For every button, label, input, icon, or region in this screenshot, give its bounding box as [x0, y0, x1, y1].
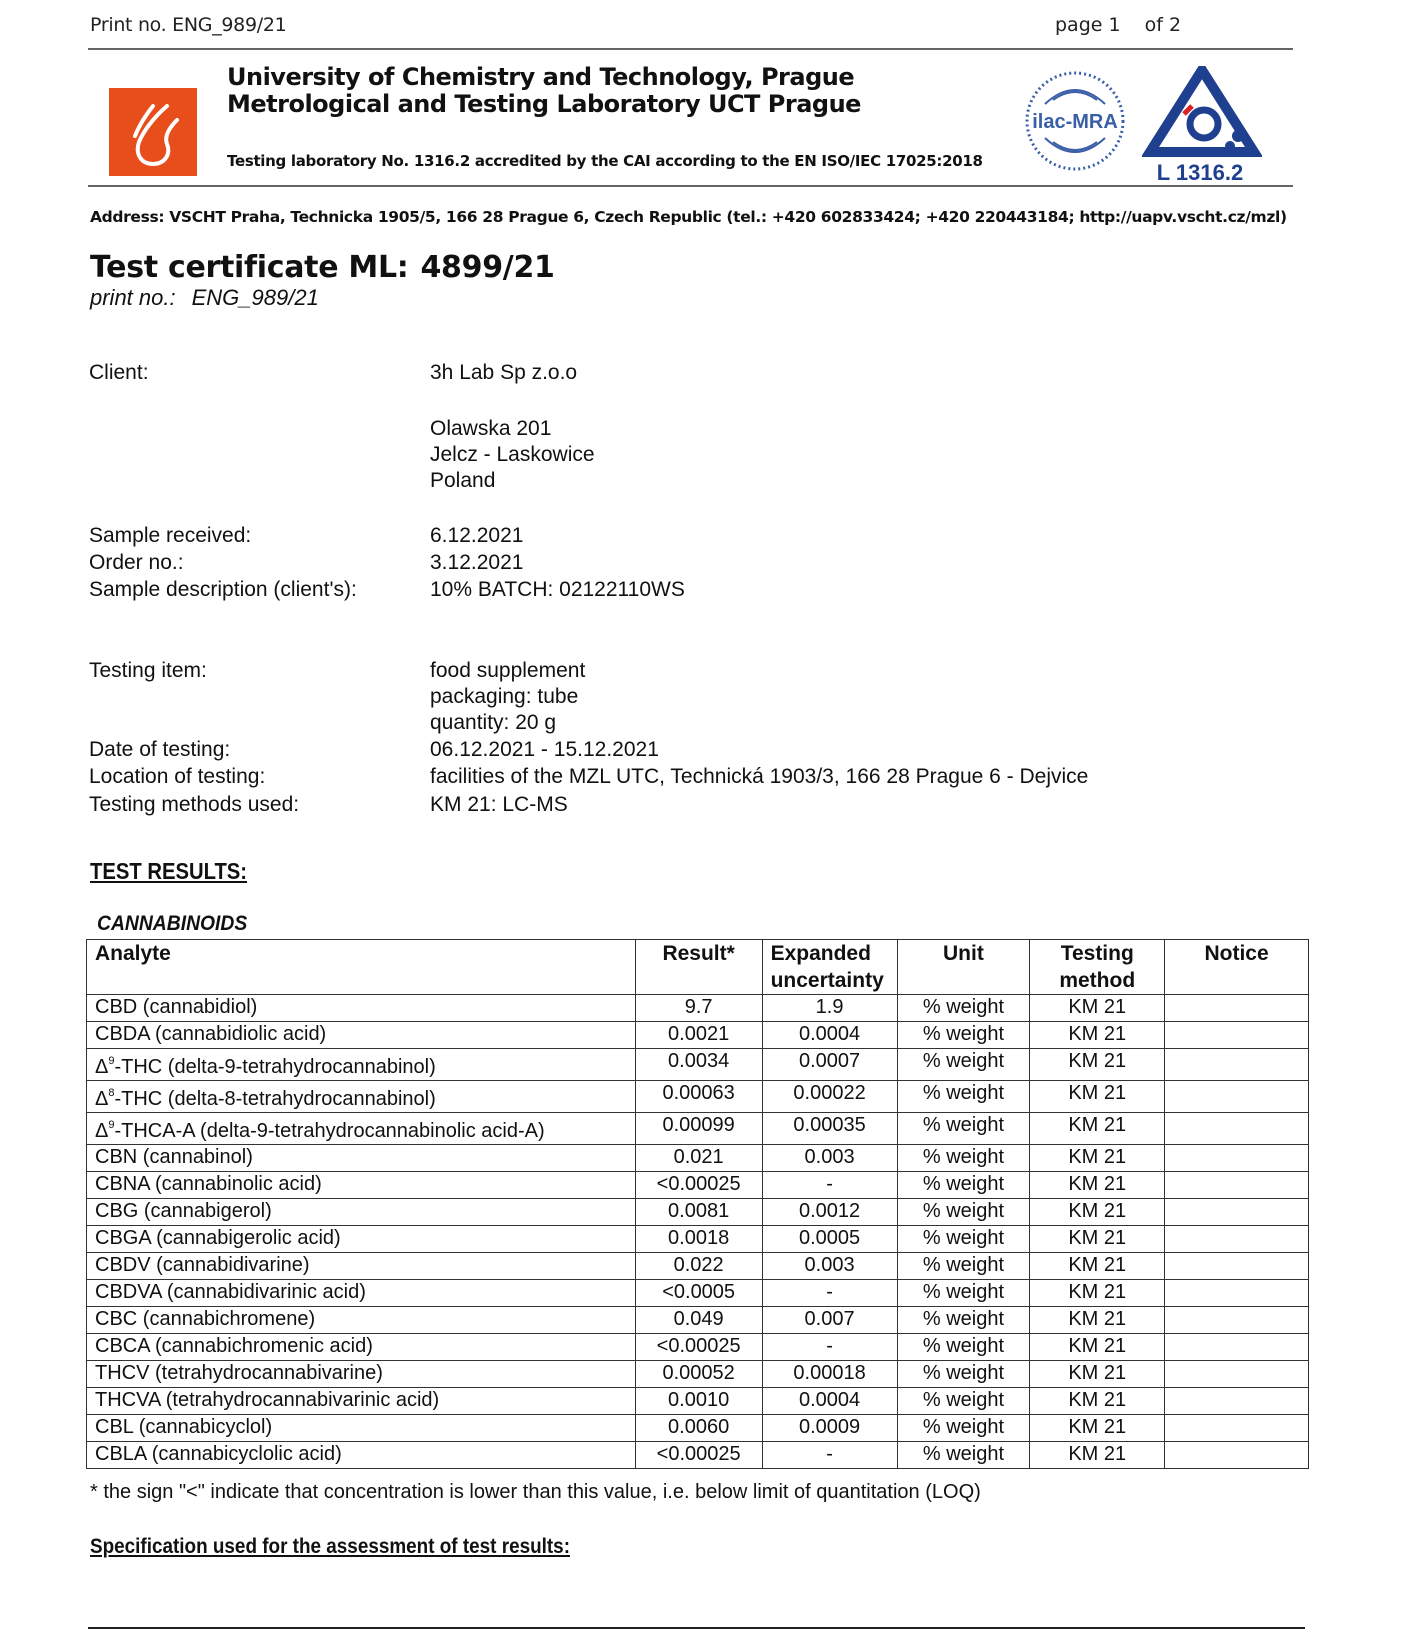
- sample-description-label: Sample description (client's):: [89, 578, 357, 601]
- testing-item-line-1: food supplement: [430, 659, 586, 682]
- result-cell: <0.0005: [635, 1280, 762, 1307]
- date-of-testing-label: Date of testing:: [89, 738, 231, 761]
- unit-cell: % weight: [897, 1199, 1030, 1226]
- location-label: Location of testing:: [89, 765, 266, 788]
- order-no-label: Order no.:: [89, 551, 184, 574]
- university-name: University of Chemistry and Technology, Prague: [227, 63, 855, 91]
- notice-cell: [1165, 1388, 1309, 1415]
- analyte-cell: CBC (cannabichromene): [87, 1307, 636, 1334]
- result-cell: 0.049: [635, 1307, 762, 1334]
- ilac-mra-logo-icon: [1023, 66, 1128, 176]
- analyte-cell: CBDA (cannabidiolic acid): [87, 1022, 636, 1049]
- result-cell: 0.00052: [635, 1361, 762, 1388]
- page-total: of 2: [1144, 14, 1182, 36]
- unit-cell: % weight: [897, 1415, 1030, 1442]
- uncertainty-cell: -: [762, 1172, 897, 1199]
- uct-logo-icon: [109, 88, 197, 176]
- column-header-analyte: Analyte: [87, 940, 636, 995]
- analyte-cell: CBL (cannabicyclol): [87, 1415, 636, 1442]
- uncertainty-cell: 0.0005: [762, 1226, 897, 1253]
- analyte-cell: CBCA (cannabichromenic acid): [87, 1334, 636, 1361]
- method-cell: KM 21: [1030, 1280, 1165, 1307]
- table-row: [87, 1253, 1309, 1280]
- cai-accreditation-logo-icon: [1142, 66, 1262, 186]
- client-name: 3h Lab Sp z.o.o: [430, 361, 578, 384]
- uncertainty-cell: 0.0004: [762, 1022, 897, 1049]
- notice-cell: [1165, 1145, 1309, 1172]
- notice-cell: [1165, 1280, 1309, 1307]
- client-address-line-1: Olawska 201: [430, 417, 552, 440]
- analyte-cell: THCV (tetrahydrocannabivarine): [87, 1361, 636, 1388]
- method-cell: KM 21: [1030, 1172, 1165, 1199]
- unit-cell: % weight: [897, 1113, 1030, 1145]
- letterhead-divider: [88, 185, 1293, 187]
- analyte-cell: $\Delta^9-THCA-A$ (delta-9-tetrahydrocannabinolic acid-A): [87, 1113, 636, 1145]
- client-label: Client:: [89, 361, 149, 384]
- method-cell: KM 21: [1030, 1199, 1165, 1226]
- result-cell: 0.0081: [635, 1199, 762, 1226]
- method-cell: KM 21: [1030, 1226, 1165, 1253]
- client-address-line-2: Jelcz - Laskowice: [430, 443, 595, 466]
- result-cell: <0.00025: [635, 1334, 762, 1361]
- method-cell: KM 21: [1030, 1145, 1165, 1172]
- accreditation-statement: Testing laboratory No. 1316.2 accredited by the CAI according to the EN ISO/IEC 17025:2018: [227, 152, 983, 170]
- uncertainty-cell: 0.003: [762, 1145, 897, 1172]
- notice-cell: [1165, 1334, 1309, 1361]
- specification-heading: Specification used for the assessment of test results:: [90, 1535, 570, 1558]
- result-cell: 0.00099: [635, 1113, 762, 1145]
- order-no-value: 3.12.2021: [430, 551, 524, 574]
- method-cell: KM 21: [1030, 1442, 1165, 1469]
- table-row: [87, 995, 1309, 1022]
- sample-description-value: 10% BATCH: 02122110WS: [430, 578, 685, 601]
- uncertainty-cell: -: [762, 1442, 897, 1469]
- method-cell: KM 21: [1030, 1361, 1165, 1388]
- uncertainty-cell: 1.9: [762, 995, 897, 1022]
- unit-cell: % weight: [897, 1145, 1030, 1172]
- notice-cell: [1165, 1172, 1309, 1199]
- test-results-heading: TEST RESULTS:: [90, 858, 248, 884]
- method-cell: KM 21: [1030, 1334, 1165, 1361]
- table-row: [87, 1280, 1309, 1307]
- method-cell: KM 21: [1030, 1113, 1165, 1145]
- notice-cell: [1165, 1415, 1309, 1442]
- unit-cell: % weight: [897, 1226, 1030, 1253]
- sample-received-value: 6.12.2021: [430, 524, 524, 547]
- svg-text:ilac-MRA: ilac-MRA: [1032, 111, 1118, 133]
- notice-cell: [1165, 995, 1309, 1022]
- table-row: [87, 1145, 1309, 1172]
- date-of-testing-value: 06.12.2021 - 15.12.2021: [430, 738, 659, 761]
- results-table: [86, 939, 1309, 1469]
- certificate-label: Test certificate ML:: [90, 250, 409, 285]
- method-cell: KM 21: [1030, 1049, 1165, 1081]
- result-cell: <0.00025: [635, 1172, 762, 1199]
- column-header-notice: Notice: [1165, 940, 1309, 995]
- unit-cell: % weight: [897, 1334, 1030, 1361]
- column-header-result: Result*: [635, 940, 762, 995]
- client-address-line-3: Poland: [430, 469, 496, 492]
- unit-cell: % weight: [897, 1049, 1030, 1081]
- notice-cell: [1165, 1081, 1309, 1113]
- lab-address: Address: VSCHT Praha, Technicka 1905/5, 166 28 Prague 6, Czech Republic (tel.: +420 602833424; +420 220443184; http://uapv.vscht.cz/mzl): [90, 208, 1287, 226]
- notice-cell: [1165, 1361, 1309, 1388]
- method-cell: KM 21: [1030, 1388, 1165, 1415]
- analyte-cell: $\Delta^8$-THC (delta-8-tetrahydrocannabinol): [87, 1081, 636, 1113]
- table-row: [87, 1049, 1309, 1081]
- uncertainty-cell: 0.0009: [762, 1415, 897, 1442]
- uncertainty-cell: 0.00035: [762, 1113, 897, 1145]
- notice-cell: [1165, 1307, 1309, 1334]
- analyte-cell: THCVA (tetrahydrocannabivarinic acid): [87, 1388, 636, 1415]
- table-row: [87, 1361, 1309, 1388]
- unit-cell: % weight: [897, 1442, 1030, 1469]
- unit-cell: % weight: [897, 1307, 1030, 1334]
- table-row: [87, 1334, 1309, 1361]
- print-number: [90, 285, 319, 311]
- uncertainty-cell: -: [762, 1334, 897, 1361]
- institution-title: [227, 64, 861, 118]
- column-header-method: Testing method: [1030, 940, 1165, 995]
- result-cell: 0.021: [635, 1145, 762, 1172]
- methods-value: KM 21: LC-MS: [430, 793, 568, 816]
- method-cell: KM 21: [1030, 1307, 1165, 1334]
- result-cell: 0.00063: [635, 1081, 762, 1113]
- analyte-cell: CBG (cannabigerol): [87, 1199, 636, 1226]
- cannabinoids-heading: CANNABINOIDS: [97, 912, 248, 935]
- analyte-cell: CBGA (cannabigerolic acid): [87, 1226, 636, 1253]
- table-row: [87, 1307, 1309, 1334]
- notice-cell: [1165, 1253, 1309, 1280]
- testing-item-line-2: packaging: tube: [430, 685, 579, 708]
- unit-cell: % weight: [897, 1361, 1030, 1388]
- result-cell: 0.0010: [635, 1388, 762, 1415]
- notice-cell: [1165, 1226, 1309, 1253]
- result-cell: 0.0060: [635, 1415, 762, 1442]
- table-row: [87, 1388, 1309, 1415]
- unit-cell: % weight: [897, 1280, 1030, 1307]
- footer-divider: [88, 1627, 1305, 1629]
- table-row: [87, 1022, 1309, 1049]
- analyte-cell: CBN (cannabinol): [87, 1145, 636, 1172]
- result-cell: 0.022: [635, 1253, 762, 1280]
- methods-label: Testing methods used:: [89, 793, 300, 816]
- certificate-title: [90, 250, 555, 285]
- unit-cell: % weight: [897, 1388, 1030, 1415]
- result-cell: 0.0021: [635, 1022, 762, 1049]
- result-cell: 0.0034: [635, 1049, 762, 1081]
- table-header-row: [87, 940, 1309, 995]
- unit-cell: % weight: [897, 1081, 1030, 1113]
- page-number: page 1: [1055, 14, 1121, 36]
- table-row: [87, 1199, 1309, 1226]
- table-row: [87, 1442, 1309, 1469]
- uncertainty-cell: 0.003: [762, 1253, 897, 1280]
- result-cell: <0.00025: [635, 1442, 762, 1469]
- notice-cell: [1165, 1442, 1309, 1469]
- unit-cell: % weight: [897, 1022, 1030, 1049]
- table-row: [87, 1172, 1309, 1199]
- uncertainty-cell: 0.0007: [762, 1049, 897, 1081]
- table-row: [87, 1081, 1309, 1113]
- testing-item-line-3: quantity: 20 g: [430, 711, 557, 734]
- unit-cell: % weight: [897, 1253, 1030, 1280]
- uncertainty-cell: 0.0004: [762, 1388, 897, 1415]
- column-header-uncertainty: Expanded uncertainty: [762, 940, 897, 995]
- print-number-value: ENG_989/21: [191, 285, 319, 310]
- column-header-unit: Unit: [897, 940, 1030, 995]
- uncertainty-cell: 0.00022: [762, 1081, 897, 1113]
- unit-cell: % weight: [897, 995, 1030, 1022]
- method-cell: KM 21: [1030, 1253, 1165, 1280]
- page-indicator: [1055, 14, 1181, 36]
- analyte-cell: $\Delta^9$-THC (delta-9-tetrahydrocannabinol): [87, 1049, 636, 1081]
- unit-cell: % weight: [897, 1172, 1030, 1199]
- notice-cell: [1165, 1199, 1309, 1226]
- uncertainty-cell: 0.007: [762, 1307, 897, 1334]
- notice-cell: [1165, 1049, 1309, 1081]
- certificate-number: 4899/21: [420, 250, 555, 285]
- table-row: [87, 1415, 1309, 1442]
- table-row: [87, 1113, 1309, 1145]
- analyte-cell: CBD (cannabidiol): [87, 995, 636, 1022]
- location-value: facilities of the MZL UTC, Technická 1903/3, 166 28 Prague 6 - Dejvice: [430, 765, 1089, 788]
- svg-text:L 1316.2: L 1316.2: [1156, 160, 1244, 185]
- method-cell: KM 21: [1030, 995, 1165, 1022]
- table-row: [87, 1226, 1309, 1253]
- uncertainty-cell: 0.0012: [762, 1199, 897, 1226]
- analyte-cell: CBDVA (cannabidivarinic acid): [87, 1280, 636, 1307]
- analyte-cell: CBNA (cannabinolic acid): [87, 1172, 636, 1199]
- analyte-cell: CBLA (cannabicyclolic acid): [87, 1442, 636, 1469]
- uncertainty-cell: 0.00018: [762, 1361, 897, 1388]
- header-divider: [88, 48, 1293, 50]
- sample-received-label: Sample received:: [89, 524, 252, 547]
- testing-item-label: Testing item:: [89, 659, 207, 682]
- method-cell: KM 21: [1030, 1081, 1165, 1113]
- result-cell: 0.0018: [635, 1226, 762, 1253]
- notice-cell: [1165, 1113, 1309, 1145]
- uncertainty-cell: -: [762, 1280, 897, 1307]
- laboratory-name: Metrological and Testing Laboratory UCT Prague: [227, 90, 861, 118]
- print-number-header: Print no. ENG_989/21: [90, 14, 287, 36]
- analyte-cell: CBDV (cannabidivarine): [87, 1253, 636, 1280]
- method-cell: KM 21: [1030, 1022, 1165, 1049]
- result-cell: 9.7: [635, 995, 762, 1022]
- loq-footnote: * the sign "<" indicate that concentration is lower than this value, i.e. below limit of quantitation (LOQ): [90, 1481, 981, 1503]
- print-number-label: print no.:: [90, 285, 176, 310]
- method-cell: KM 21: [1030, 1415, 1165, 1442]
- notice-cell: [1165, 1022, 1309, 1049]
